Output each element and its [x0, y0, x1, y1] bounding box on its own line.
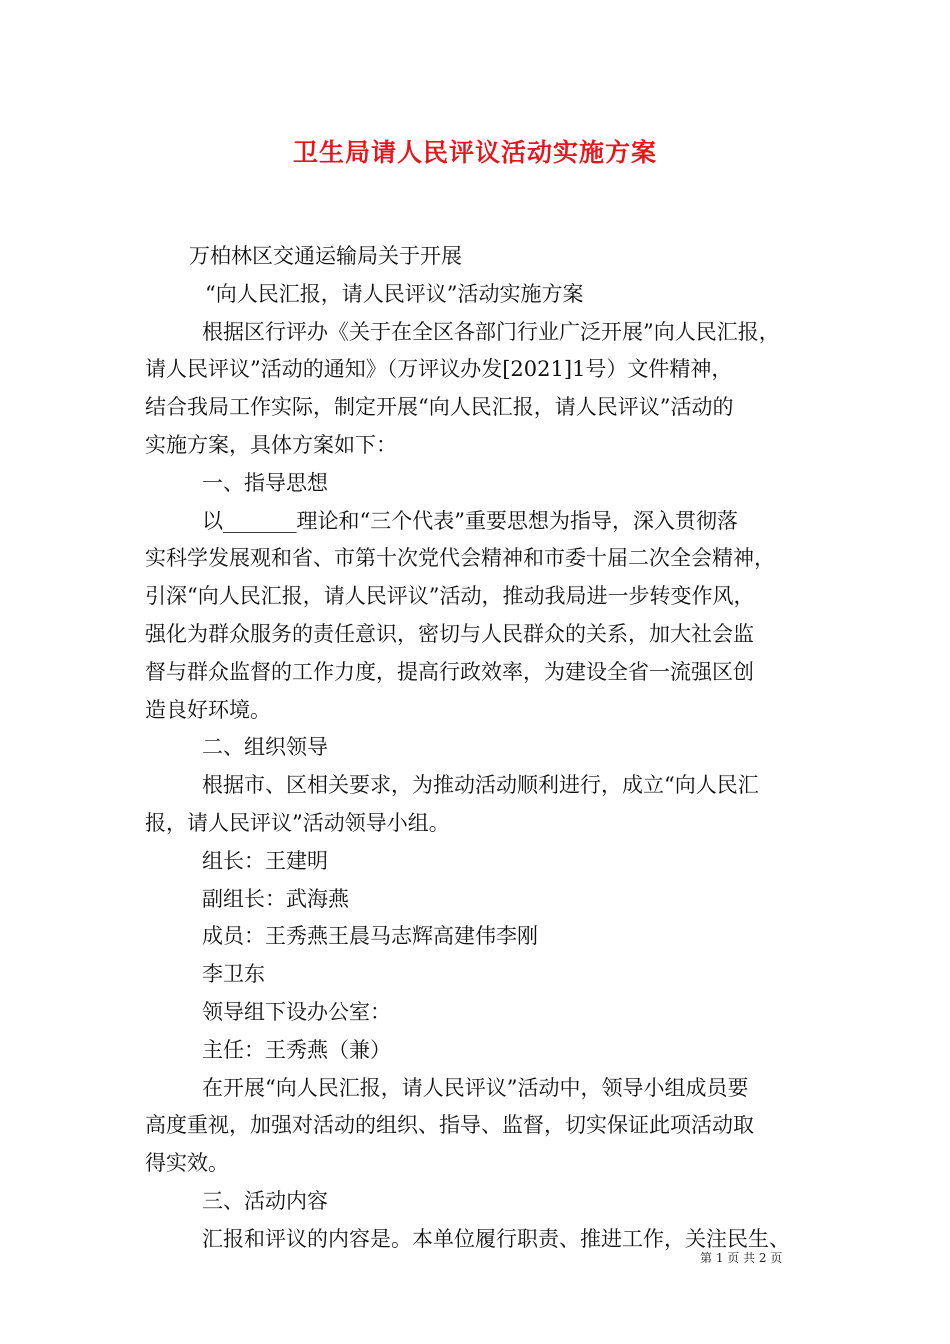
body-line: 结合我局工作实际，制定开展“向人民汇报，请人民评议”活动的 [145, 395, 734, 420]
body-line: 在开展“向人民汇报，请人民评议”活动中，领导小组成员要 [202, 1075, 749, 1100]
body-line: 以_______理论和“三个代表”重要思想为指导，深入贯彻落 [202, 508, 738, 533]
body-line: “向人民汇报，请人民评议”活动实施方案 [205, 281, 584, 306]
body-line: 组长：王建明 [202, 848, 328, 873]
body-line: 根据区行评办《关于在全区各部门行业广泛开展”向人民汇报， [202, 319, 780, 344]
body-line: 李卫东 [202, 962, 265, 987]
section-heading: 一、指导思想 [202, 470, 328, 495]
body-line: 造良好环境。 [145, 697, 271, 722]
body-line: 强化为群众服务的责任意识，密切与人民群众的关系，加大社会监 [145, 621, 754, 646]
body-line: 实施方案，具体方案如下： [145, 432, 397, 457]
body-line: 主任：王秀燕（兼） [202, 1037, 391, 1062]
body-line: 副组长：武海燕 [202, 886, 349, 911]
page-number: 第 1 页 共 2 页 [700, 1251, 783, 1265]
body-line: 万柏林区交通运输局关于开展 [189, 244, 462, 268]
body-line: 根据市、区相关要求，为推动活动顺利进行，成立“向人民汇 [202, 773, 759, 798]
document-body [145, 238, 825, 1259]
section-heading: 二、组织领导 [202, 735, 328, 760]
document-title: 卫生局请人民评议活动实施方案 [292, 138, 657, 167]
body-line: 领导组下设办公室： [202, 999, 391, 1024]
body-line: 得实效。 [145, 1151, 229, 1176]
body-line: 引深“向人民汇报，请人民评议”活动，推动我局进一步转变作风， [145, 584, 755, 609]
body-line: 报，请人民评议”活动领导小组。 [145, 810, 450, 835]
section-heading: 三、活动内容 [202, 1188, 328, 1213]
body-line: 实科学发展观和省、市第十次党代会精神和市委十届二次全会精神， [145, 546, 775, 571]
body-line: 汇报和评议的内容是。本单位履行职责、推进工作，关注民生、 [202, 1226, 790, 1251]
body-line: 请人民评议”活动的通知》（万评议办发[2021]1号）文件精神， [145, 357, 733, 382]
body-line: 成员：王秀燕王晨马志辉高建伟李刚 [202, 924, 538, 949]
body-line: 高度重视，加强对活动的组织、指导、监督，切实保证此项活动取 [145, 1113, 754, 1138]
body-line: 督与群众监督的工作力度，提高行政效率，为建设全省一流强区创 [145, 659, 754, 684]
